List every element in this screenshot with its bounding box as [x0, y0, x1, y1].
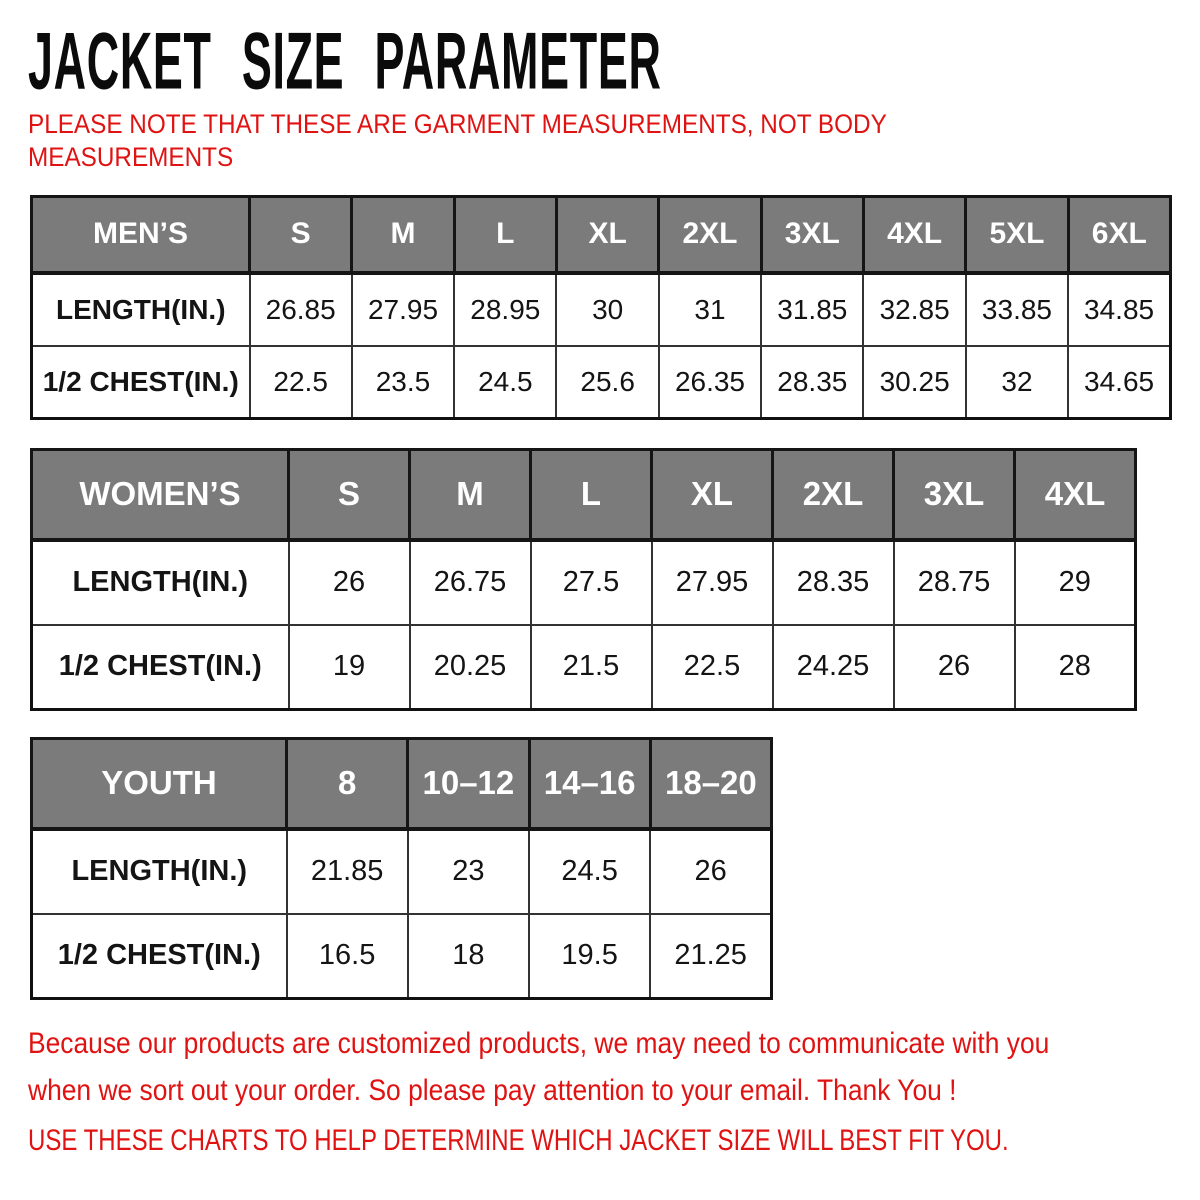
size-column-header: 14–16 [529, 739, 650, 829]
row-label: LENGTH(IN.) [32, 540, 289, 625]
table-row [32, 914, 772, 999]
size-value-cell: 27.95 [652, 540, 773, 625]
size-column-header: 3XL [761, 197, 863, 273]
size-column-header: L [454, 197, 556, 273]
size-column-header: 5XL [966, 197, 1068, 273]
size-value-cell: 23.5 [352, 346, 454, 419]
size-value-cell: 21.85 [287, 829, 408, 914]
size-value-cell: 19.5 [529, 914, 650, 999]
size-value-cell: 27.95 [352, 273, 454, 346]
size-value-cell: 28.35 [761, 346, 863, 419]
size-column-header: 6XL [1068, 197, 1170, 273]
size-column-header: 8 [287, 739, 408, 829]
table-row [32, 829, 772, 914]
size-value-cell: 28 [1015, 625, 1136, 710]
row-label: 1/2 CHEST(IN.) [32, 346, 250, 419]
row-label: LENGTH(IN.) [32, 829, 287, 914]
size-column-header: S [250, 197, 352, 273]
womens-header-row [32, 450, 1136, 540]
size-column-header: 4XL [863, 197, 965, 273]
page-title: JACKET SIZE PARAMETER [28, 15, 662, 106]
size-value-cell: 26.75 [410, 540, 531, 625]
size-value-cell: 26 [289, 540, 410, 625]
customization-notice-line-1: Because our products are customized products, we may need to communicate with you [28, 1027, 1050, 1060]
row-label: 1/2 CHEST(IN.) [32, 914, 287, 999]
size-value-cell: 30.25 [863, 346, 965, 419]
size-group-header: YOUTH [32, 739, 287, 829]
table-row [32, 625, 1136, 710]
size-value-cell: 26.35 [659, 346, 761, 419]
size-column-header: 2XL [773, 450, 894, 540]
size-value-cell: 34.85 [1068, 273, 1170, 346]
size-value-cell: 26.85 [250, 273, 352, 346]
size-value-cell: 20.25 [410, 625, 531, 710]
table-row [32, 540, 1136, 625]
size-column-header: M [352, 197, 454, 273]
size-value-cell: 31.85 [761, 273, 863, 346]
mens-size-table [30, 195, 1172, 420]
size-value-cell: 19 [289, 625, 410, 710]
garment-note-line-2: MEASUREMENTS [28, 142, 234, 172]
size-value-cell: 28.35 [773, 540, 894, 625]
size-column-header: 4XL [1015, 450, 1136, 540]
garment-note-line-1: PLEASE NOTE THAT THESE ARE GARMENT MEASUREMENTS, NOT BODY [28, 109, 887, 139]
garment-measurement-note [28, 108, 887, 174]
size-value-cell: 32 [966, 346, 1068, 419]
size-value-cell: 24.5 [454, 346, 556, 419]
womens-size-table [30, 448, 1137, 711]
table-row [32, 346, 1171, 419]
size-column-header: S [289, 450, 410, 540]
size-value-cell: 21.25 [650, 914, 771, 999]
size-value-cell: 24.25 [773, 625, 894, 710]
size-value-cell: 16.5 [287, 914, 408, 999]
size-column-header: XL [652, 450, 773, 540]
youth-header-row [32, 739, 772, 829]
size-column-header: L [531, 450, 652, 540]
size-value-cell: 29 [1015, 540, 1136, 625]
youth-size-table [30, 737, 773, 1000]
size-group-header: MEN’S [32, 197, 250, 273]
table-row [32, 273, 1171, 346]
size-column-header: XL [556, 197, 658, 273]
size-value-cell: 25.6 [556, 346, 658, 419]
size-value-cell: 24.5 [529, 829, 650, 914]
size-value-cell: 22.5 [652, 625, 773, 710]
customization-notice [28, 1020, 1049, 1114]
size-value-cell: 27.5 [531, 540, 652, 625]
size-value-cell: 26 [894, 625, 1015, 710]
size-column-header: M [410, 450, 531, 540]
size-value-cell: 34.65 [1068, 346, 1170, 419]
size-column-header: 3XL [894, 450, 1015, 540]
chart-usage-instruction: USE THESE CHARTS TO HELP DETERMINE WHICH JACKET SIZE WILL BEST FIT YOU. [28, 1124, 1009, 1157]
size-value-cell: 22.5 [250, 346, 352, 419]
size-value-cell: 33.85 [966, 273, 1068, 346]
size-value-cell: 21.5 [531, 625, 652, 710]
size-value-cell: 30 [556, 273, 658, 346]
size-group-header: WOMEN’S [32, 450, 289, 540]
row-label: LENGTH(IN.) [32, 273, 250, 346]
size-value-cell: 23 [408, 829, 529, 914]
size-value-cell: 28.75 [894, 540, 1015, 625]
row-label: 1/2 CHEST(IN.) [32, 625, 289, 710]
size-column-header: 2XL [659, 197, 761, 273]
size-value-cell: 26 [650, 829, 771, 914]
size-value-cell: 18 [408, 914, 529, 999]
size-column-header: 18–20 [650, 739, 771, 829]
mens-header-row [32, 197, 1171, 273]
size-value-cell: 32.85 [863, 273, 965, 346]
size-column-header: 10–12 [408, 739, 529, 829]
size-value-cell: 28.95 [454, 273, 556, 346]
size-value-cell: 31 [659, 273, 761, 346]
customization-notice-line-2: when we sort out your order. So please pay attention to your email. Thank You ! [28, 1074, 957, 1107]
